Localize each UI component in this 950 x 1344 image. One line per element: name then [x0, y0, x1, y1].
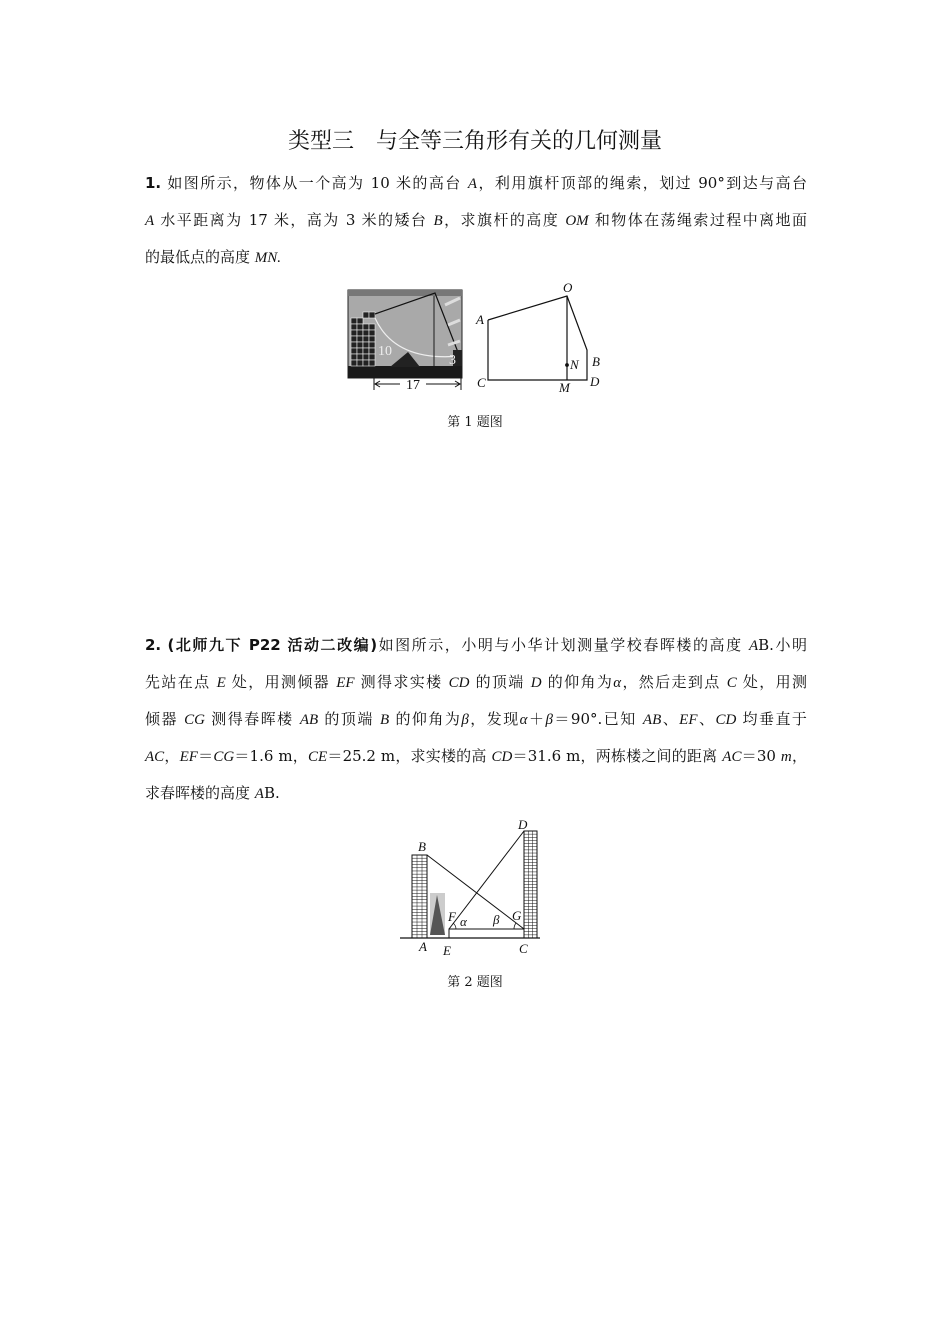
text-segment: A [254, 786, 264, 802]
text-segment: B [380, 712, 390, 728]
text-segment: C [726, 675, 737, 691]
text-segment: m [780, 749, 792, 765]
text-segment: 如图所示，物体从一个高为 10 米的高台 [161, 174, 468, 192]
problem-2-text [145, 627, 807, 812]
text-segment: B. [263, 784, 280, 802]
height-3-label: 3 [449, 353, 456, 368]
text-segment: CD [715, 712, 737, 728]
text-segment: EF [679, 712, 698, 728]
text-segment: ＝1.6 m， [234, 747, 308, 765]
text-segment: AB [642, 712, 662, 728]
text-segment: ＝ [197, 747, 214, 765]
text-segment: 的仰角为 [541, 673, 614, 691]
text-segment: E [216, 675, 226, 691]
figure-1-caption: 第 1 题图 [447, 415, 503, 430]
text-segment: ＝31.6 m，两栋楼之间的距离 [512, 747, 723, 765]
section-title: 类型三 与全等三角形有关的几何测量 [287, 129, 662, 154]
text-segment: A [145, 213, 155, 229]
label-A: A [476, 312, 484, 327]
text-segment: 水平距离为 17 米，高为 3 米的矮台 [154, 211, 434, 229]
label-C: C [519, 941, 528, 956]
text-segment: α [519, 712, 528, 728]
text-line [145, 775, 807, 812]
text-segment: 先站在点 [145, 673, 217, 691]
text-segment: ，然后走到点 [621, 673, 727, 691]
text-segment: 的仰角为 [389, 710, 462, 728]
text-line [145, 738, 807, 775]
text-segment: β [461, 712, 469, 728]
text-segment: β [545, 712, 553, 728]
text-line [145, 627, 807, 664]
text-segment: CG [184, 712, 206, 728]
text-line [145, 664, 807, 701]
text-segment: 和物体在荡绳索过程中离地面 [588, 211, 807, 229]
text-segment: 1. [145, 174, 162, 192]
label-M: M [559, 380, 570, 395]
text-segment: MN. [254, 250, 282, 266]
text-segment: AB [299, 712, 319, 728]
distance-17-label: 17 [406, 378, 420, 393]
text-segment: B.小明 [758, 636, 807, 654]
game-screenshot-image [348, 290, 462, 378]
text-segment: 求春晖楼的高度 [145, 784, 255, 802]
text-segment: 如图所示，小明与小华计划测量学校春晖楼的高度 [377, 636, 749, 654]
label-N: N [570, 357, 579, 372]
text-segment: 的最低点的高度 [145, 248, 255, 266]
tree-image [430, 893, 445, 935]
text-segment: 的顶端 [318, 710, 381, 728]
text-segment: α [613, 675, 622, 691]
text-segment: CD [491, 749, 513, 765]
text-segment: EF [179, 749, 198, 765]
text-segment: 、 [661, 710, 680, 728]
label-alpha: α [460, 914, 467, 929]
text-segment: ＝90°.已知 [552, 710, 643, 728]
label-O: O [563, 280, 573, 295]
text-segment: CE [308, 749, 328, 765]
text-segment: ＝30 [741, 747, 781, 765]
label-C: C [477, 375, 486, 390]
text-segment: ， [791, 747, 807, 765]
text-segment: AC [722, 749, 742, 765]
text-line [145, 701, 807, 738]
text-segment: OM [565, 213, 589, 229]
text-segment: 处，用测 [736, 673, 807, 691]
text-segment: EF [336, 675, 355, 691]
text-segment: 的顶端 [469, 673, 531, 691]
label-E: E [443, 943, 451, 958]
text-segment: AC [145, 749, 165, 765]
text-segment: D [530, 675, 542, 691]
text-segment: ， [164, 747, 180, 765]
text-segment: CG [213, 749, 235, 765]
figure-2-caption: 第 2 题图 [447, 975, 503, 990]
text-segment: ＋ [527, 710, 546, 728]
text-segment: 均垂直于 [736, 710, 807, 728]
label-F: F [448, 909, 456, 924]
label-D: D [590, 374, 600, 389]
height-10-label: 10 [378, 344, 392, 359]
text-segment: ，利用旗杆顶部的绳索，划过 90°到达与高台 [477, 174, 807, 192]
text-segment: ＝25.2 m，求实楼的高 [327, 747, 492, 765]
text-segment: 处，用测倾器 [225, 673, 337, 691]
text-segment: ，求旗杆的高度 [442, 211, 566, 229]
text-segment: ，发现 [468, 710, 520, 728]
label-beta: β [493, 912, 500, 927]
text-segment: 、 [697, 710, 716, 728]
text-segment: 测得求实楼 [354, 673, 449, 691]
text-segment: A [748, 638, 759, 654]
text-segment: 测得春晖楼 [205, 710, 300, 728]
text-segment: 倾器 [145, 710, 185, 728]
text-segment: A [467, 176, 478, 192]
label-D: D [518, 817, 528, 832]
label-B: B [418, 839, 426, 854]
text-segment: B [433, 213, 443, 229]
text-segment: CD [448, 675, 470, 691]
text-segment: 2. [145, 636, 162, 654]
label-G: G [512, 908, 522, 923]
label-B: B [592, 354, 600, 369]
label-A: A [419, 939, 427, 954]
text-segment: (北师九下 P22 活动二改编) [167, 636, 378, 654]
